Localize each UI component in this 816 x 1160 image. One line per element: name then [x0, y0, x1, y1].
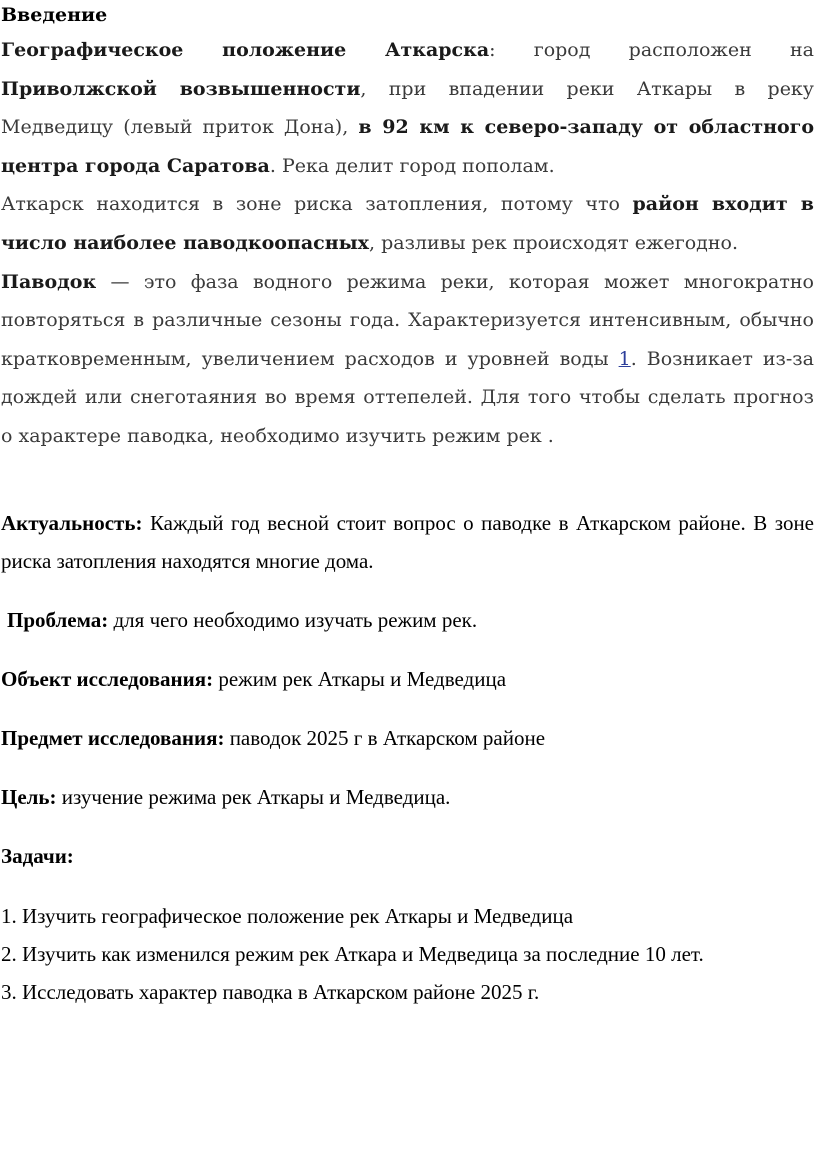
task-item-3: 3. Исследовать характер паводка в Аткарском районе 2025 г. [1, 979, 540, 1004]
flood-term: Паводок [1, 270, 97, 293]
tasks-heading [1, 837, 814, 875]
flood-risk-emphasis: район входит в число наиболее паводкоопасных [1, 193, 814, 254]
flood-risk-text-2: , разливы рек происходят ежегодно. [369, 231, 739, 254]
flood-definition-text-2: . Возникает из-за дождей или снеготаяния во время оттепелей. Для того чтобы сделать прогноз о характере паводка, необходимо изучить режим рек . [1, 347, 814, 447]
relevance-paragraph [1, 504, 814, 580]
footnote-link[interactable]: 1 [618, 347, 631, 370]
upland-name: Приволжской возвышенности [1, 77, 361, 100]
geography-label: Географическое положение Аткарска [1, 39, 490, 61]
page-title: Введение [1, 4, 108, 26]
goal-paragraph [1, 778, 814, 816]
flood-definition-text-1: — это фаза водного режима реки, которая может многократно повторяться в различные сезоны года. Характеризуется интенсивным, обычно кратковременным, увеличением расходов и уровней воды [1, 270, 814, 370]
flood-risk-paragraph [1, 185, 814, 262]
object-paragraph [1, 660, 814, 698]
flood-definition-paragraph [1, 263, 814, 456]
subject-paragraph [1, 719, 814, 757]
distance-from-saratov: в 92 км к северо-западу от областного центра города Саратова [1, 116, 815, 177]
task-item-2: 2. Изучить как изменился режим рек Аткара и Медведица за последние 10 лет. [1, 941, 704, 966]
tasks-label: Задачи: [1, 843, 74, 868]
geography-text-3: . Река делит город пополам. [269, 154, 555, 177]
relevance-label: Актуальность: [1, 510, 143, 535]
task-item-1: 1. Изучить географическое положение рек Аткары и Медведица [1, 903, 574, 928]
flood-risk-text-1: Аткарск находится в зоне риска затопления, потому что [1, 193, 633, 216]
geography-paragraph [1, 31, 814, 185]
goal-label: Цель: [1, 784, 57, 809]
object-text: режим рек Аткары и Медведица [213, 666, 507, 691]
problem-paragraph [1, 601, 814, 639]
relevance-text: Каждый год весной стоит вопрос о паводке в Аткарском районе. В зоне риска затопления находятся многие дома. [1, 510, 814, 573]
subject-label: Предмет исследования: [1, 725, 225, 750]
object-label: Объект исследования: [1, 666, 214, 691]
problem-label: Проблема: [7, 607, 109, 632]
geography-text-1: : город расположен на [489, 39, 814, 61]
tasks-list [1, 897, 814, 1011]
goal-text: изучение режима рек Аткары и Медведица. [56, 784, 451, 809]
geography-text-2: , при впадении реки Аткары в реку Медведицу (левый приток Дона), [1, 77, 814, 139]
subject-text: паводок 2025 г в Аткарском районе [224, 725, 546, 750]
problem-text: для чего необходимо изучать режим рек. [108, 607, 478, 632]
